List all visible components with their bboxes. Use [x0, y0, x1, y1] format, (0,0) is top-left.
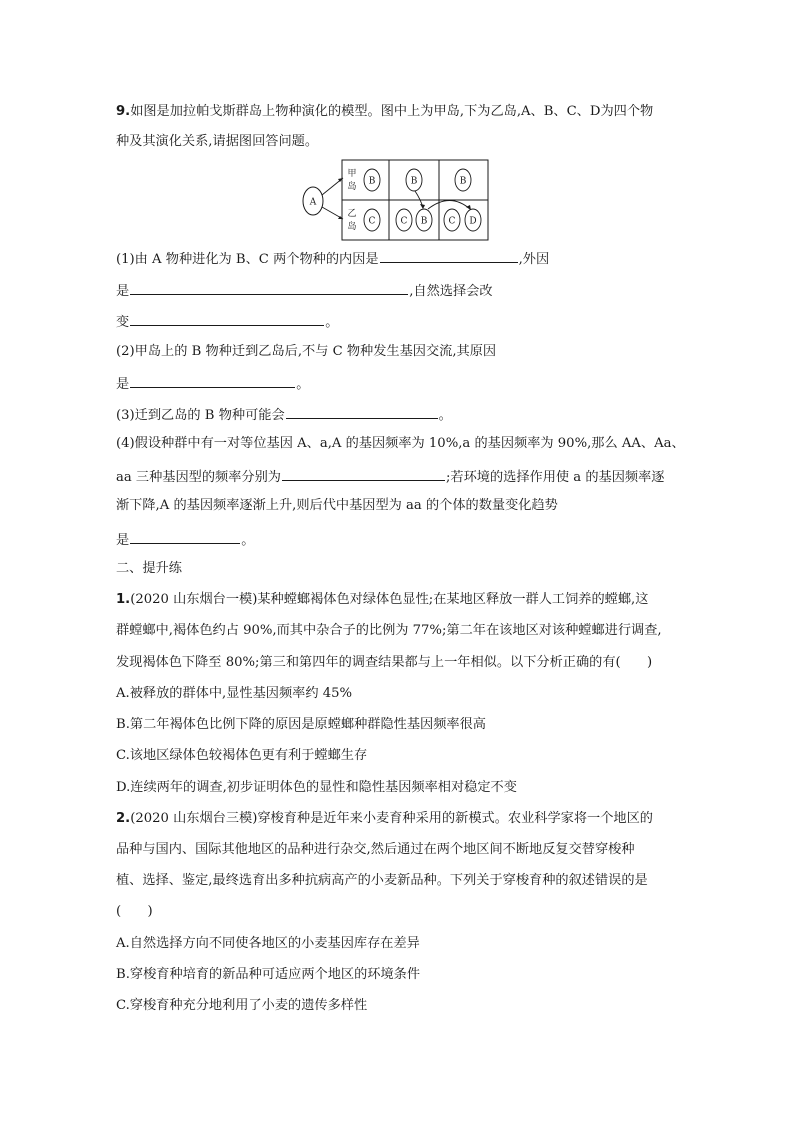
bottom-cell-1-label: C [368, 216, 376, 227]
q9-part4-text-b: aa 三种基因型的频率分别为 [116, 470, 281, 485]
q9-part4-text-f: 。 [241, 533, 255, 548]
bottom-cell-3b-label: D [469, 216, 477, 227]
q9-part1-line-1 [116, 248, 549, 269]
q2-option-c[interactable]: C.穿梭育种充分地利用了小麦的遗传多样性 [116, 998, 368, 1013]
island-top-char-1: 甲 [347, 169, 357, 179]
island-top-char-2: 岛 [347, 182, 357, 192]
q9-intro-line-2: 种及其演化关系,请据图回答问题。 [116, 134, 319, 149]
q9-intro-1: 如图是加拉帕戈斯群岛上物种演化的模型。图中上为甲岛,下为乙岛,A、B、C、D为四个物 [130, 104, 654, 119]
q9-part4-text-c: ;若环境的选择作用使 a 的基因频率逐 [445, 470, 665, 485]
q9-part1-text-c: 是 [116, 284, 130, 299]
q2-number: 2. [116, 811, 131, 826]
q9-part1-line-2 [116, 280, 493, 301]
top-cell-2-label: B [410, 176, 418, 187]
q9-part4-line-1: (4)假设种群中有一对等位基因 A、a,A 的基因频率为 10%,a 的基因频率为 90%,那么 AA、Aa、 [116, 436, 685, 451]
q2-line-3: 植、选择、鉴定,最终选育出多种抗病高产的小麦新品种。下列关于穿梭育种的叙述错误的是 [116, 873, 648, 888]
q2-line-1 [116, 810, 653, 828]
q9-part4-text-e: 是 [116, 533, 130, 548]
q1-text-1: (2020 山东烟台一模)某种螳螂褐体色对绿体色显性;在某地区释放一群人工饲养的螳螂,这 [130, 592, 649, 607]
q1-option-d[interactable]: D.连续两年的调查,初步证明体色的显性和隐性基因频率相对稳定不变 [116, 780, 517, 795]
q9-part3-text-b: 。 [438, 408, 452, 423]
q9-intro-line-1 [116, 103, 653, 121]
migration-arrowhead-2 [466, 205, 471, 210]
q9-part1-text-f: 。 [325, 315, 339, 330]
q9-part1-line-3 [116, 311, 338, 332]
bottom-cell-3a-label: C [448, 216, 456, 227]
q9-part1-text-b: ,外因 [518, 252, 550, 267]
section-heading: 二、提升练 [116, 561, 182, 576]
island-bottom-char-1: 乙 [347, 209, 357, 219]
migration-arrowhead-1 [420, 204, 425, 209]
evolution-diagram-svg [300, 156, 490, 244]
migration-arrow-to-d [428, 201, 470, 210]
q9-part2-text-b: 是 [116, 377, 130, 392]
q9-number: 9. [116, 104, 131, 119]
q2-line-2: 品种与国内、国际其他地区的品种进行杂交,然后通过在两个地区间不断地反复交替穿梭种 [116, 842, 635, 857]
q9-part1-text-e: 变 [116, 315, 130, 330]
q2-option-a[interactable]: A.自然选择方向不同使各地区的小麦基因库存在差异 [116, 936, 420, 951]
bottom-cell-2b-label: B [420, 216, 428, 227]
q9-part4-blank-2[interactable] [130, 529, 240, 544]
q1-line-3: 发现褐体色下降至 80%;第三和第四年的调查结果都与上一年相似。以下分析正确的有( ) [116, 655, 653, 670]
q9-part4-line-2 [116, 466, 665, 487]
top-cell-3-label: B [459, 176, 467, 187]
q1-line-2: 群螳螂中,褐体色约占 90%,而其中杂合子的比例为 77%;第二年在该地区对该种螳螂进行调查, [116, 623, 662, 638]
q9-part2-blank[interactable] [130, 373, 295, 388]
q9-part3-text-a: (3)迁到乙岛的 B 物种可能会 [116, 408, 285, 423]
top-cell-1-label: B [368, 176, 376, 187]
q9-part2-line-2 [116, 373, 309, 394]
q1-option-b[interactable]: B.第二年褐体色比例下降的原因是原螳螂种群隐性基因频率很高 [116, 717, 486, 732]
q9-part3-blank[interactable] [286, 404, 438, 419]
q9-part1-blank-1[interactable] [380, 248, 518, 263]
q2-option-b[interactable]: B.穿梭育种培育的新品种可适应两个地区的环境条件 [116, 967, 421, 982]
q9-part1-blank-2[interactable] [130, 280, 408, 295]
q9-part1-text-d: ,自然选择会改 [409, 284, 493, 299]
species-a-label: A [309, 197, 317, 208]
q1-number: 1. [116, 592, 131, 607]
q9-part2-text-c: 。 [296, 377, 310, 392]
q9-part4-line-4 [116, 529, 254, 550]
q1-option-c[interactable]: C.该地区绿体色较褐体色更有利于螳螂生存 [116, 748, 368, 763]
evolution-diagram [300, 156, 490, 244]
island-bottom-char-2: 岛 [347, 222, 357, 232]
q1-option-a[interactable]: A.被释放的群体中,显性基因频率约 45% [116, 686, 353, 701]
q2-line-4: ( ) [116, 904, 153, 919]
q9-part1-blank-3[interactable] [130, 311, 324, 326]
q9-part3-line [116, 404, 452, 425]
q1-line-1 [116, 591, 648, 609]
q2-text-1: (2020 山东烟台三模)穿梭育种是近年来小麦育种采用的新模式。农业科学家将一个地区的 [130, 811, 653, 826]
q9-part1-text-a: (1)由 A 物种进化为 B、C 两个物种的内因是 [116, 252, 379, 267]
q9-part4-line-3: 渐下降,A 的基因频率逐渐上升,则后代中基因型为 aa 的个体的数量变化趋势 [116, 498, 558, 513]
q9-part2-line-1: (2)甲岛上的 B 物种迁到乙岛后,不与 C 物种发生基因交流,其原因 [116, 344, 497, 359]
q9-part4-blank-1[interactable] [282, 466, 445, 481]
bottom-cell-2a-label: C [400, 216, 408, 227]
